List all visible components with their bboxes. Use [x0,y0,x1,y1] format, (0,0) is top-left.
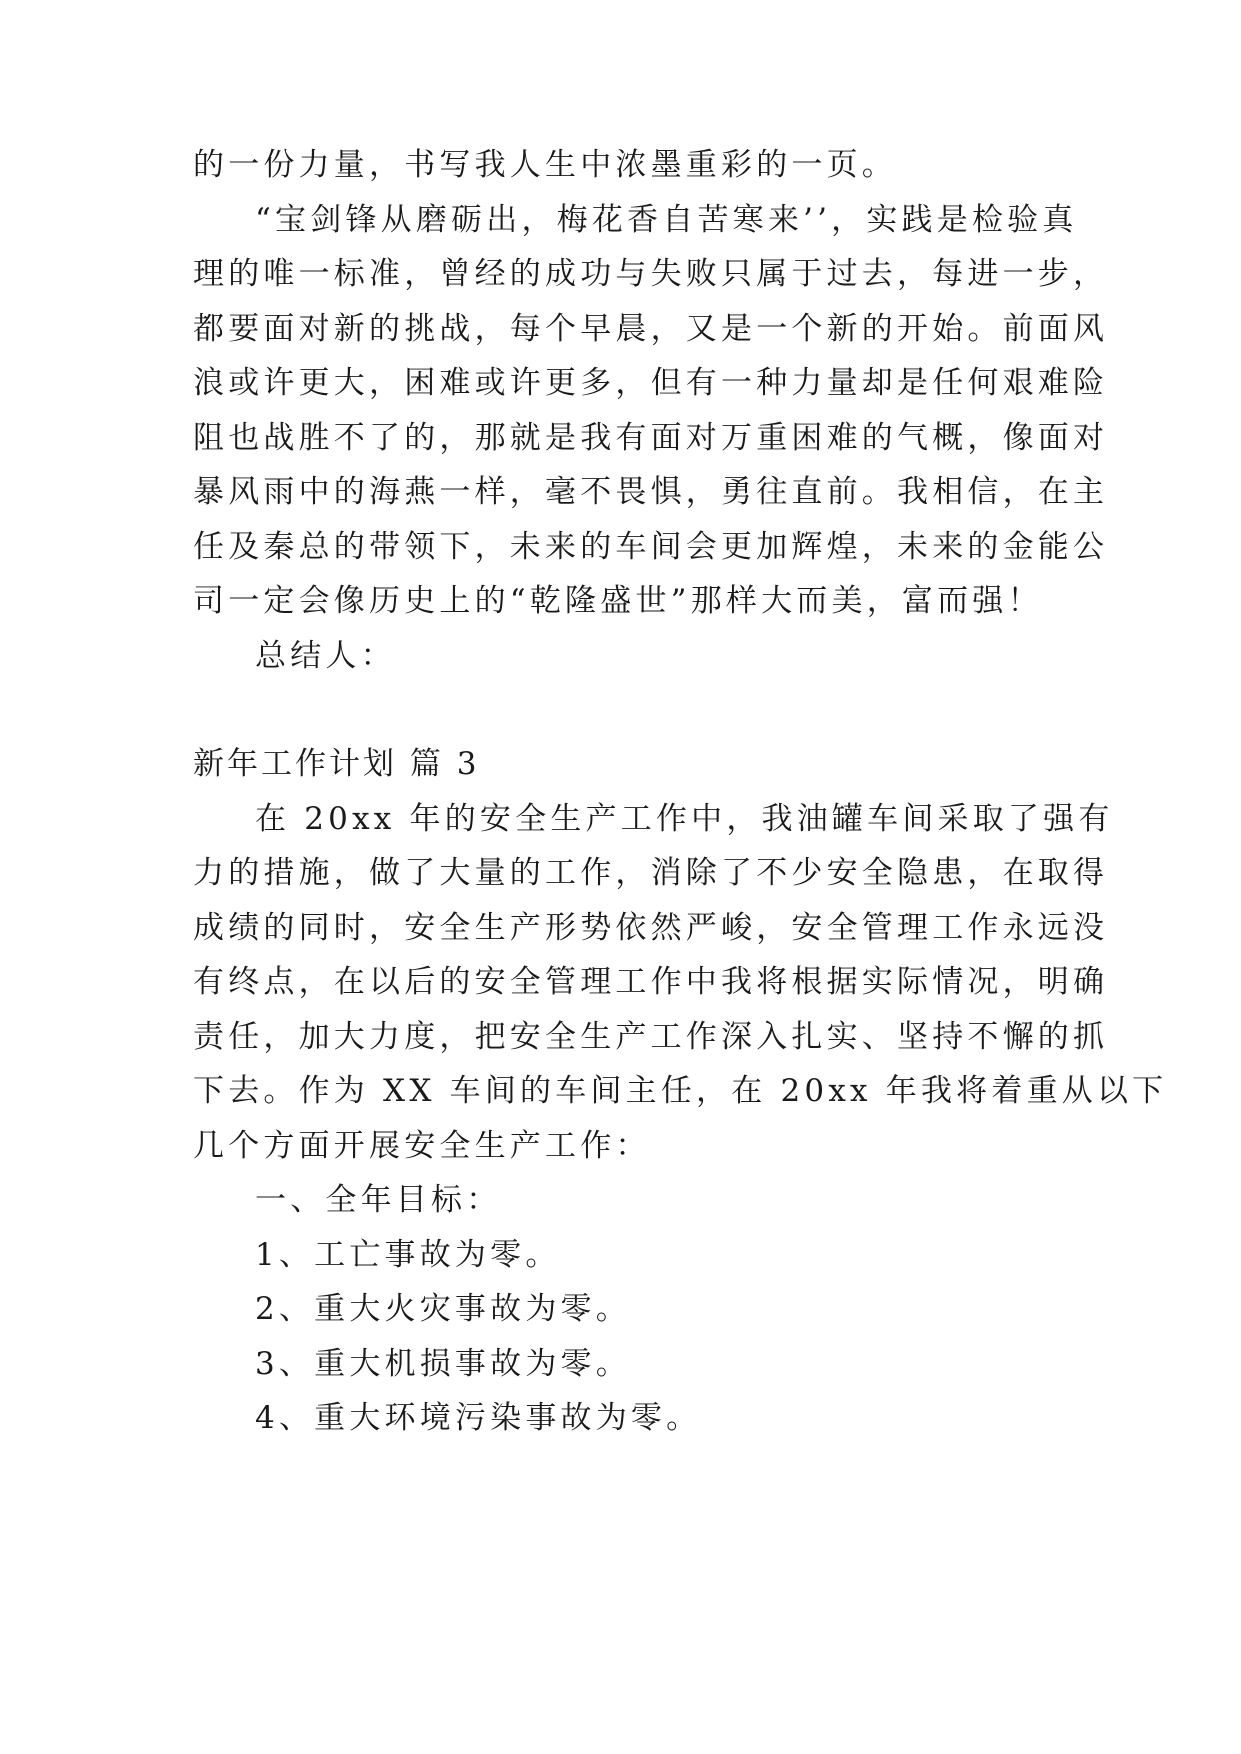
signature-label: 总结人： [255,638,396,674]
paragraph-line: 几个方面开展安全生产工作： [193,1128,651,1164]
paragraph-line: 暴风雨中的海燕一样，毫不畏惧，勇往直前。我相信，在主 [193,474,1109,510]
paragraph-line: 在 20xx 年的安全生产工作中，我油罐车间采取了强有 [255,801,1114,837]
paragraph-line: 责任，加大力度，把安全生产工作深入扎实、坚持不懈的抓 [193,1019,1109,1055]
paragraph-line: 浪或许更大，困难或许更多，但有一种力量却是任何艰难险 [193,365,1109,401]
paragraph-line: “宝剑锋从磨砺出，梅花香自苦寒来’’，实践是检验真 [255,202,1078,238]
paragraph-line: 理的唯一标准，曾经的成功与失败只属于过去，每进一步， [193,256,1109,292]
goal-item: 4、重大环境污染事故为零。 [255,1400,702,1436]
goals-heading: 一、全年目标： [255,1182,502,1218]
goal-item: 3、重大机损事故为零。 [255,1346,631,1382]
paragraph-line: 任及秦总的带领下，未来的车间会更加辉煌，未来的金能公 [193,529,1109,565]
paragraph-line: 成绩的同时，安全生产形势依然严峻，安全管理工作永远没 [193,910,1109,946]
paragraph-line: 力的措施，做了大量的工作，消除了不少安全隐患，在取得 [193,855,1109,891]
goal-item: 2、重大火灾事故为零。 [255,1291,631,1327]
goal-item: 1、工亡事故为零。 [255,1237,561,1273]
paragraph-line: 司一定会像历史上的“乾隆盛世”那样大而美，富而强！ [193,583,1043,619]
section-title: 新年工作计划 篇 3 [193,746,480,782]
paragraph-line: 阻也战胜不了的，那就是我有面对万重困难的气概，像面对 [193,420,1109,456]
paragraph-line: 下去。作为 XX 车间的车间主任，在 20xx 年我将着重从以下 [193,1073,1168,1109]
paragraph-line: 都要面对新的挑战，每个早晨，又是一个新的开始。前面风 [193,311,1109,347]
paragraph-line: 有终点，在以后的安全管理工作中我将根据实际情况，明确 [193,964,1109,1000]
paragraph-line: 的一份力量，书写我人生中浓墨重彩的一页。 [193,147,897,183]
